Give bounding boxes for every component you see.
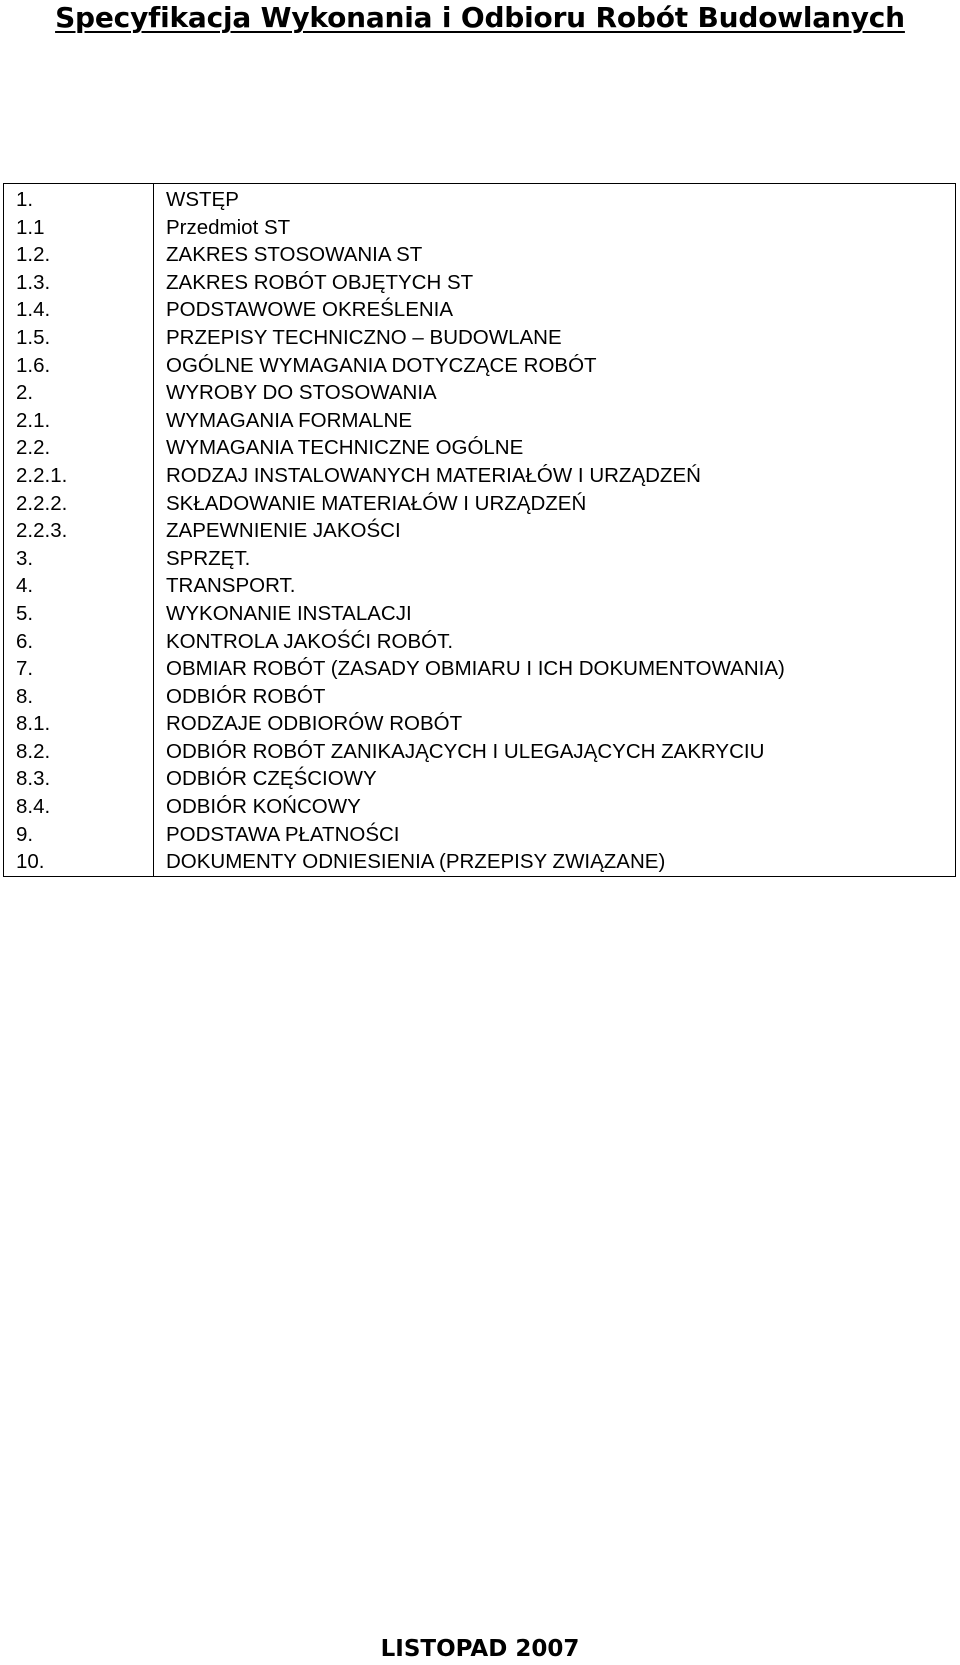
toc-number: 8.2.: [4, 738, 154, 766]
document-date: LISTOPAD 2007: [380, 1636, 580, 1662]
toc-number: 1.5.: [4, 324, 154, 352]
toc-label: PRZEPISY TECHNICZNO – BUDOWLANE: [166, 325, 562, 349]
toc-number: 2.: [4, 379, 154, 407]
toc-label: PODSTAWOWE OKREŚLENIA: [166, 298, 454, 322]
table-row: [4, 407, 956, 435]
toc-label: OGÓLNE WYMAGANIA DOTYCZĄCE ROBÓT: [166, 353, 597, 377]
toc-label: ODBIÓR KOŃCOWY: [166, 795, 361, 819]
toc-label: SPRZĘT.: [166, 546, 251, 570]
toc-label: RODZAJE ODBIORÓW ROBÓT: [166, 712, 463, 736]
table-of-contents: [3, 183, 956, 877]
toc-number: 8.3.: [4, 765, 154, 793]
table-row: [4, 241, 956, 269]
table-row: [4, 793, 956, 821]
table-row: [4, 379, 956, 407]
toc-label: WYMAGANIA TECHNICZNE OGÓLNE: [166, 436, 524, 460]
toc-number: 5.: [4, 600, 154, 628]
toc-number: 1.1: [4, 214, 154, 242]
toc-label: WSTĘP: [166, 188, 239, 211]
toc-label: SKŁADOWANIE MATERIAŁÓW I URZĄDZEŃ: [166, 491, 587, 515]
toc-number: 2.2.1.: [4, 462, 154, 490]
toc-label: OBMIAR ROBÓT (ZASADY OBMIARU I ICH DOKUMENTOWANIA): [166, 657, 785, 681]
table-row: [4, 462, 956, 490]
toc-number: 1.3.: [4, 269, 154, 297]
toc-number: 2.2.2.: [4, 490, 154, 518]
toc-number: 7.: [4, 655, 154, 683]
table-row: [4, 545, 956, 573]
toc-number: 4.: [4, 572, 154, 600]
toc-number: 1.4.: [4, 296, 154, 324]
table-row: [4, 184, 956, 214]
table-row: [4, 600, 956, 628]
table-row: [4, 490, 956, 518]
toc-label: Przedmiot ST: [166, 215, 291, 239]
toc-label: WYROBY DO STOSOWANIA: [166, 381, 437, 405]
toc-number: 1.6.: [4, 352, 154, 380]
toc-number: 1.2.: [4, 241, 154, 269]
toc-number: 8.1.: [4, 710, 154, 738]
toc-label: KONTROLA JAKOŚĆI ROBÓT.: [166, 629, 454, 653]
toc-number: 8.: [4, 683, 154, 711]
table-row: [4, 269, 956, 297]
toc-label: RODZAJ INSTALOWANYCH MATERIAŁÓW I URZĄDZEŃ: [166, 463, 701, 487]
table-row: [4, 572, 956, 600]
table-row: [4, 765, 956, 793]
toc-label: DOKUMENTY ODNIESIENIA (PRZEPISY ZWIĄZANE): [166, 850, 666, 874]
table-row: [4, 683, 956, 711]
toc-number: 9.: [4, 821, 154, 849]
toc-number: 2.2.: [4, 434, 154, 462]
toc-label: TRANSPORT.: [166, 574, 296, 598]
table-row: [4, 434, 956, 462]
toc-label: ODBIÓR ROBÓT ZANIKAJĄCYCH I ULEGAJĄCYCH ZAKRYCIU: [166, 739, 765, 763]
toc-label: ODBIÓR CZĘŚCIOWY: [166, 767, 377, 791]
toc-number: 3.: [4, 545, 154, 573]
toc-body: [4, 184, 956, 877]
table-row: [4, 710, 956, 738]
table-row: [4, 628, 956, 656]
table-row: [4, 296, 956, 324]
table-row: [4, 352, 956, 380]
toc-label: ZAKRES ROBÓT OBJĘTYCH ST: [166, 270, 474, 294]
toc-number: 6.: [4, 628, 154, 656]
table-row: [4, 848, 956, 876]
toc-label: WYKONANIE INSTALACJI: [166, 601, 412, 625]
toc-label: ODBIÓR ROBÓT: [166, 684, 326, 708]
toc-number: 10.: [4, 848, 154, 876]
toc-number: 8.4.: [4, 793, 154, 821]
toc-number: 2.2.3.: [4, 517, 154, 545]
table-row: [4, 821, 956, 849]
toc-label: WYMAGANIA FORMALNE: [166, 408, 413, 432]
toc-number: 2.1.: [4, 407, 154, 435]
toc-number: 1.: [4, 184, 154, 214]
toc-label: ZAKRES STOSOWANIA ST: [166, 243, 423, 267]
table-row: [4, 738, 956, 766]
table-row: [4, 517, 956, 545]
document-title: Specyfikacja Wykonania i Odbioru Robót Budowlanych: [55, 1, 905, 34]
toc-label: ZAPEWNIENIE JAKOŚCI: [166, 519, 401, 543]
table-row: [4, 655, 956, 683]
table-row: [4, 324, 956, 352]
toc-label: PODSTAWA PŁATNOŚCI: [166, 822, 400, 846]
table-row: [4, 214, 956, 242]
